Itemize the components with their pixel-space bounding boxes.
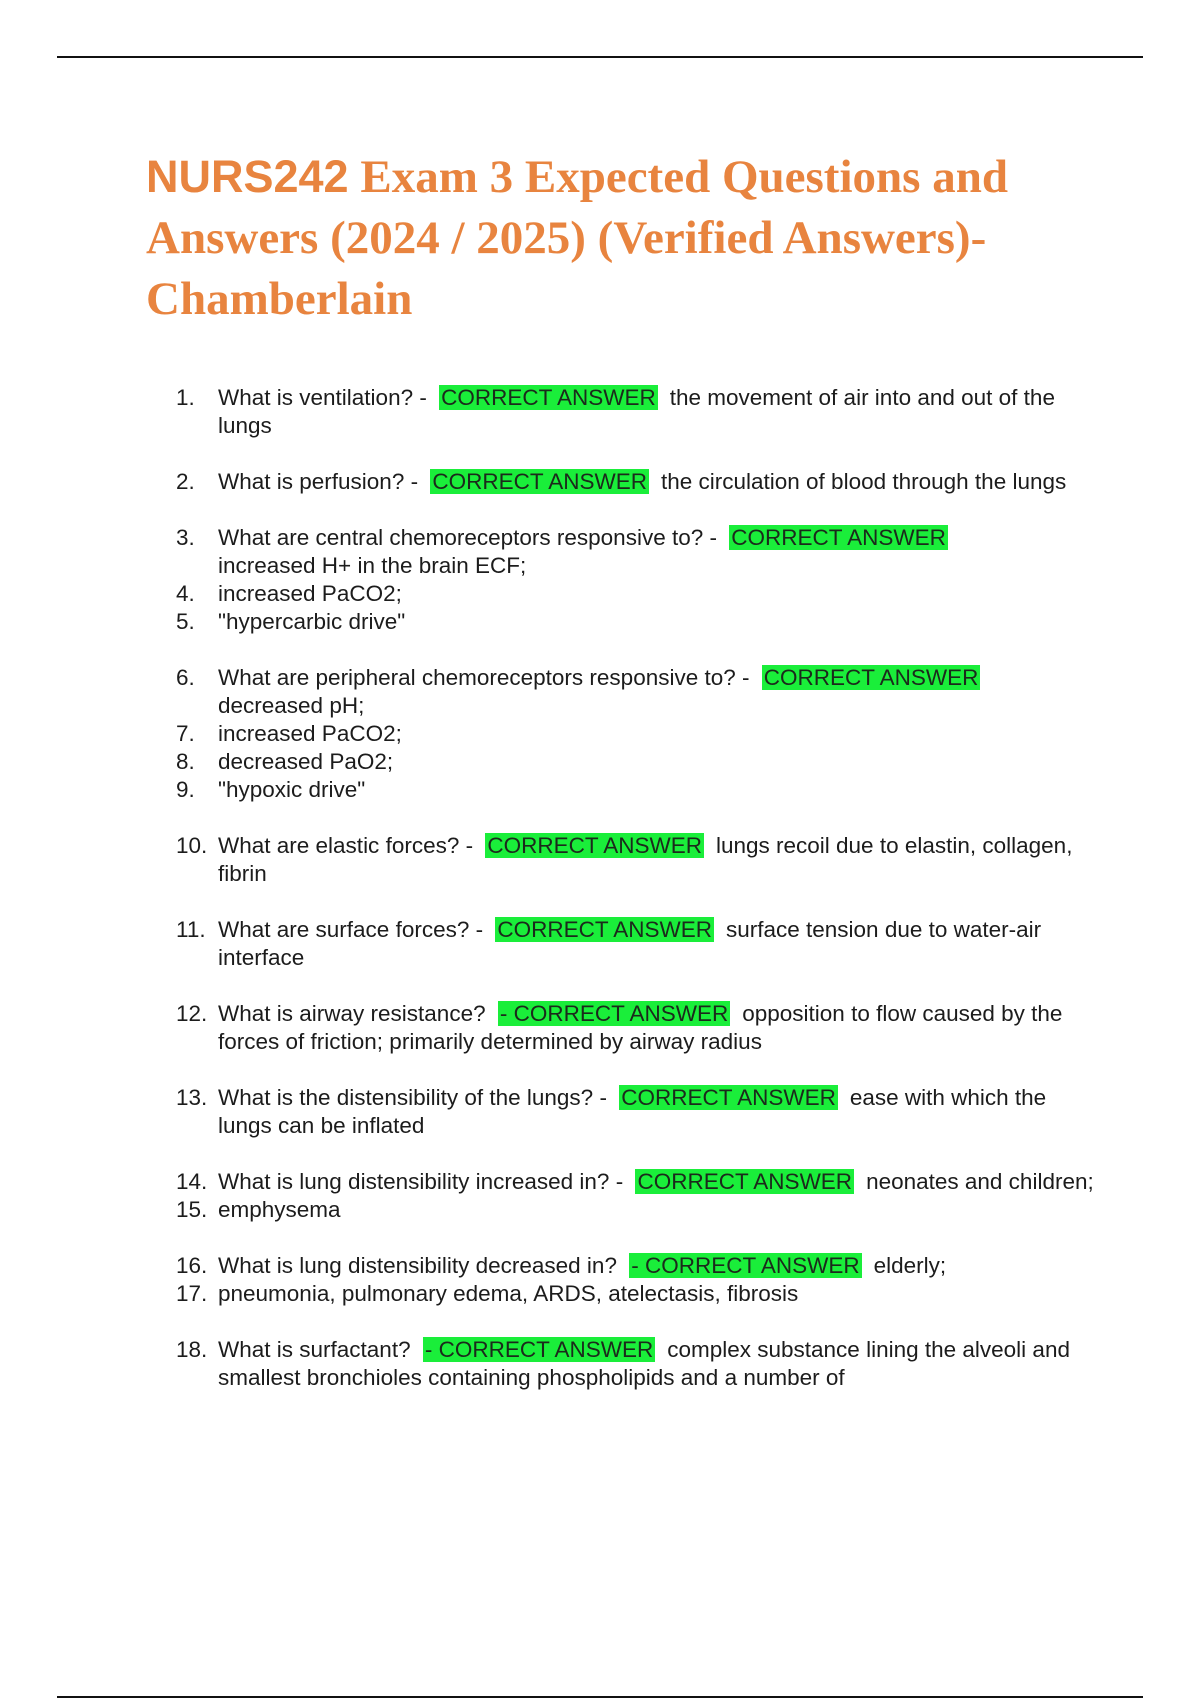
list-item — [176, 384, 1096, 440]
qa-group — [176, 468, 1096, 496]
question-text: What is ventilation? - — [218, 385, 427, 410]
answer-text: increased H+ in the brain ECF; — [218, 553, 527, 578]
list-item — [176, 664, 1096, 720]
question-text: What is perfusion? - — [218, 469, 419, 494]
correct-answer-tag: - CORRECT ANSWER — [424, 1337, 654, 1362]
title-text: Exam 3 Expected Questions and Answers (2024 / 2025) (Verified Answers)- Chamberlain — [146, 151, 1008, 325]
list-item — [176, 1280, 1096, 1308]
item-number: 5. — [176, 609, 195, 634]
item-number: 16. — [176, 1253, 208, 1278]
answer-text: complex substance lining the alveoli and smallest bronchioles containing phospholipids and a number of — [218, 1337, 1070, 1390]
list-item — [176, 1196, 1096, 1224]
item-number: 6. — [176, 665, 195, 690]
answer-text: elderly; — [873, 1253, 947, 1278]
qa-group — [176, 1252, 1096, 1308]
item-text: emphysema — [218, 1197, 341, 1222]
correct-answer-tag: CORRECT ANSWER — [731, 525, 946, 550]
correct-answer-tag: CORRECT ANSWER — [497, 917, 712, 942]
title-course-code: NURS242 — [146, 151, 349, 202]
question-text: What is lung distensibility decreased in? — [218, 1253, 617, 1278]
top-rule — [57, 56, 1143, 58]
list-item — [176, 748, 1096, 776]
list-item — [176, 1252, 1096, 1280]
item-number: 8. — [176, 749, 195, 774]
list-item — [176, 468, 1096, 496]
list-item — [176, 608, 1096, 636]
list-item — [176, 580, 1096, 608]
item-number: 14. — [176, 1169, 208, 1194]
question-text: What are surface forces? - — [218, 917, 484, 942]
correct-answer-tag: CORRECT ANSWER — [637, 1169, 853, 1194]
answer-text: surface tension due to water-air interface — [218, 917, 1042, 970]
answer-text: neonates and children; — [866, 1169, 1094, 1194]
bottom-rule — [57, 1696, 1143, 1698]
question-text: What are elastic forces? - — [218, 833, 474, 858]
question-text: What is airway resistance? — [218, 1001, 486, 1026]
item-text: increased PaCO2; — [218, 581, 402, 606]
item-number: 2. — [176, 469, 195, 494]
correct-answer-tag: CORRECT ANSWER — [487, 833, 702, 858]
item-number: 13. — [176, 1085, 208, 1110]
item-number: 17. — [176, 1281, 208, 1306]
qa-group — [176, 1168, 1096, 1224]
item-number: 7. — [176, 721, 195, 746]
question-text: What are central chemoreceptors responsive to? - — [218, 525, 717, 550]
item-number: 15. — [176, 1197, 208, 1222]
qa-group — [176, 1084, 1096, 1140]
answer-text: ease with which the lungs can be inflated — [218, 1085, 1047, 1138]
qa-list — [176, 384, 1096, 1420]
item-number: 10. — [176, 833, 208, 858]
qa-group — [176, 916, 1096, 972]
item-number: 18. — [176, 1337, 208, 1362]
answer-text: decreased pH; — [218, 693, 365, 718]
item-number: 9. — [176, 777, 195, 802]
qa-group — [176, 1000, 1096, 1056]
question-text: What is lung distensibility increased in? - — [218, 1169, 624, 1194]
answer-text: the movement of air into and out of the lungs — [218, 385, 1055, 438]
list-item — [176, 1000, 1096, 1056]
item-number: 3. — [176, 525, 195, 550]
item-text: pneumonia, pulmonary edema, ARDS, atelectasis, fibrosis — [218, 1281, 799, 1306]
item-text: "hypoxic drive" — [218, 777, 366, 802]
question-text: What are peripheral chemoreceptors responsive to? - — [218, 665, 750, 690]
qa-group — [176, 384, 1096, 440]
item-number: 11. — [176, 917, 206, 942]
correct-answer-tag: - CORRECT ANSWER — [499, 1001, 729, 1026]
list-item — [176, 832, 1096, 888]
question-text: What is surfactant? — [218, 1337, 411, 1362]
list-item — [176, 916, 1096, 972]
list-item — [176, 1084, 1096, 1140]
answer-text: opposition to flow caused by the forces of friction; primarily determined by airway radius — [218, 1001, 1063, 1054]
qa-group — [176, 524, 1096, 636]
list-item — [176, 1168, 1096, 1196]
qa-group — [176, 832, 1096, 888]
correct-answer-tag: CORRECT ANSWER — [763, 665, 979, 690]
list-item — [176, 776, 1096, 804]
item-text: "hypercarbic drive" — [218, 609, 406, 634]
list-item — [176, 1336, 1096, 1392]
question-text: What is the distensibility of the lungs? - — [218, 1085, 607, 1110]
list-item — [176, 720, 1096, 748]
correct-answer-tag: - CORRECT ANSWER — [631, 1253, 860, 1278]
document-title — [146, 146, 1106, 330]
correct-answer-tag: CORRECT ANSWER — [441, 385, 656, 410]
item-number: 4. — [176, 581, 195, 606]
item-text: decreased PaO2; — [218, 749, 394, 774]
qa-group — [176, 1336, 1096, 1392]
list-item — [176, 524, 1096, 580]
qa-group — [176, 664, 1096, 804]
answer-text: the circulation of blood through the lungs — [660, 469, 1067, 494]
item-text: increased PaCO2; — [218, 721, 402, 746]
correct-answer-tag: CORRECT ANSWER — [432, 469, 647, 494]
answer-text: lungs recoil due to elastin, collagen, fibrin — [218, 833, 1073, 886]
correct-answer-tag: CORRECT ANSWER — [621, 1085, 836, 1110]
item-number: 1. — [176, 385, 195, 410]
item-number: 12. — [176, 1001, 208, 1026]
